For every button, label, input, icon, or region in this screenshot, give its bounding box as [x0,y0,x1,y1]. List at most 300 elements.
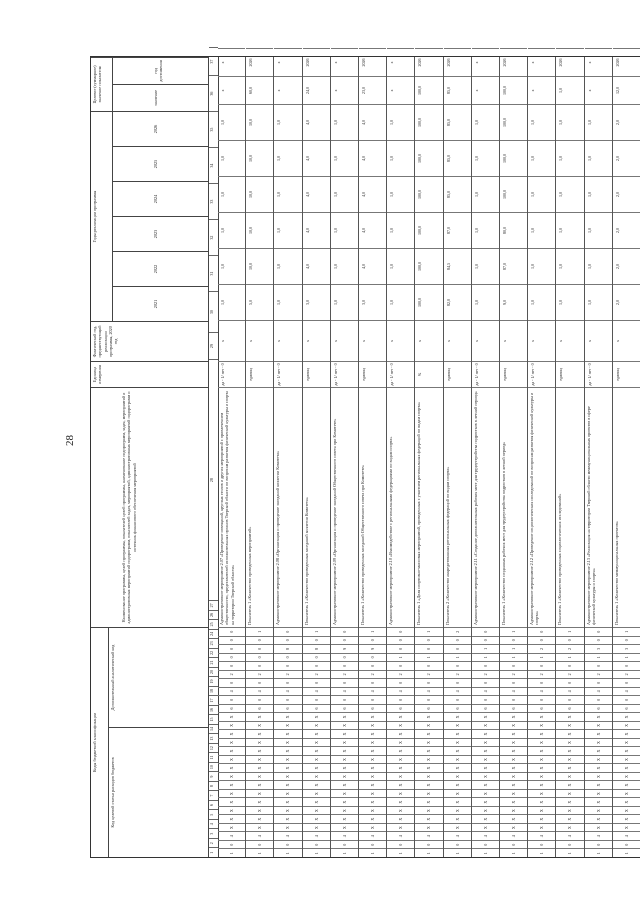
row-unit: да - 1/ нет - 0 [472,361,499,387]
value-cell: 1,0 [274,176,301,212]
code-cell: 9 [359,644,386,653]
code-cell: 2 [444,670,471,679]
code-cell: 2 [274,670,301,679]
code-cell: 0 [274,627,301,636]
value-cell: 1,0 [556,104,583,140]
value-cell: 1,0 [585,248,612,284]
row-description: Административное мероприятие 2.12 «Проведение социологических исследований по вопросам развития физической культуры и спорта» [528,387,555,627]
code-cell: 0 [556,636,583,645]
code-cell: 3 [585,644,612,653]
code-cell: X [331,789,358,798]
column-number: 8 [209,781,218,791]
value-cell: 1,0 [585,284,612,320]
code-cell: 1 [246,627,273,636]
value-cell: 85,0 [444,76,471,104]
code-cell: 0 [218,661,245,670]
code-cell: X [528,789,555,798]
column-number: 32 [209,219,218,255]
code-cell: 1 [613,653,640,662]
row-description: Административное мероприятие 2.08 «Организация и проведение заседаний коллегии Комитета» [274,387,301,627]
value-cell: 1,0 [331,104,358,140]
code-cell: X [556,712,583,721]
value-cell: 4,0 [359,140,386,176]
code-cell: X [331,772,358,781]
code-cell: X [303,780,330,789]
code-cell: X [585,746,612,755]
code-cell: X [331,746,358,755]
code-cell: 4 [500,831,527,840]
code-cell: X [246,763,273,772]
value-cell: х [218,48,245,76]
table-row [444,57,472,857]
code-cell: X [585,823,612,832]
code-cell: 0 [303,840,330,849]
value-cell: 85,0 [444,104,471,140]
code-cell: X [331,729,358,738]
code-cell: X [472,797,499,806]
value-cell: х [556,320,583,361]
code-cell: 0 [444,661,471,670]
code-cell: X [387,789,414,798]
code-cell: X [415,746,442,755]
value-cell: х [472,48,499,76]
code-cell: X [387,755,414,764]
code-cell: X [613,721,640,730]
code-cell: 0 [303,678,330,687]
code-cell: 0 [359,661,386,670]
code-cell: X [585,772,612,781]
code-cell: 4 [331,831,358,840]
code-cell: X [556,772,583,781]
row-description: Показатель 1 «Количество созданных рабочих мест для трудоустройства подростков в летний период» [500,387,527,627]
code-cell: 0 [246,678,273,687]
code-cell: 2 [528,670,555,679]
value-cell: 2026 [500,48,527,76]
value-cell: 2,0 [613,104,640,140]
code-cell: 4 [359,687,386,696]
value-cell: х [303,320,330,361]
code-cell: X [415,814,442,823]
code-cell: X [444,746,471,755]
code-cell: X [218,823,245,832]
value-cell: 10,0 [246,104,273,140]
code-cell: 6 [472,704,499,713]
value-cell: 4,0 [303,248,330,284]
code-cell: 4 [585,831,612,840]
table-row [218,57,246,857]
value-cell: 100,0 [500,176,527,212]
code-cell: 0 [556,661,583,670]
code-cell: X [387,763,414,772]
value-cell: 100,0 [500,104,527,140]
code-cell: 0 [415,644,442,653]
code-cell: X [613,772,640,781]
code-cell: 3 [613,644,640,653]
code-cell: 0 [585,661,612,670]
value-cell: 3,0 [359,284,386,320]
code-cell: X [585,806,612,815]
table-row [415,57,443,857]
value-cell: 1,0 [387,284,414,320]
code-cell: 0 [500,661,527,670]
value-cell: 10,0 [246,212,273,248]
column-number: 20 [209,667,218,677]
code-cell: 0 [444,636,471,645]
code-cell: X [415,772,442,781]
code-cell: 2 [444,627,471,636]
code-cell: X [303,729,330,738]
value-cell: 4,0 [303,104,330,140]
value-cell: 100,0 [500,140,527,176]
value-cell: 1,0 [387,212,414,248]
code-cell: X [359,780,386,789]
code-cell: X [303,746,330,755]
code-cell: X [585,797,612,806]
value-cell: 1,0 [528,248,555,284]
code-cell: 8 [303,644,330,653]
table-row [613,57,640,857]
code-cell: 1 [585,848,612,857]
code-cell: 6 [528,704,555,713]
code-cell: 1 [500,644,527,653]
code-cell: X [246,797,273,806]
code-cell: 4 [303,687,330,696]
code-cell: X [303,712,330,721]
code-cell: 0 [359,840,386,849]
code-cell: X [444,721,471,730]
code-cell: 0 [387,644,414,653]
code-cell: X [415,763,442,772]
code-cell: X [585,738,612,747]
value-cell: х [218,320,245,361]
code-cell: X [500,789,527,798]
code-cell: 4 [415,687,442,696]
value-cell: 1,0 [218,212,245,248]
value-cell: 1,0 [472,176,499,212]
value-cell: х [528,76,555,104]
code-cell: X [331,755,358,764]
row-unit: % [415,361,442,387]
code-cell: X [246,755,273,764]
code-cell: X [359,823,386,832]
value-cell: 85,0 [444,140,471,176]
code-cell: X [218,814,245,823]
code-cell: 0 [359,678,386,687]
year-header: 2023 [113,216,209,251]
value-cell: х [585,320,612,361]
code-cell: X [585,780,612,789]
code-cell: X [556,755,583,764]
code-cell: 0 [359,653,386,662]
value-cell: 87,0 [500,248,527,284]
code-cell: X [274,738,301,747]
table-row [556,57,584,857]
code-cell: 9 [331,644,358,653]
code-cell: X [528,721,555,730]
code-cell: 0 [444,840,471,849]
value-cell: 24,0 [303,76,330,104]
code-cell: X [303,772,330,781]
row-unit: единиц [246,361,273,387]
row-unit: да - 1/ нет - 0 [331,361,358,387]
code-cell: 4 [274,831,301,840]
row-description: Административное мероприятие 2.07 «Проведение совещаний, круглых столов и других мероприятий с привлечением общественности, представителей исполнительных органов Тверской области по вопросам развития физической культуры и спорта на территории Тверской области» [218,387,245,627]
code-cell: X [387,814,414,823]
code-cell: X [444,806,471,815]
year-header: 2022 [113,251,209,286]
code-cell: X [528,823,555,832]
final-sub-header: значение [113,84,209,111]
value-cell: 3,0 [303,284,330,320]
code-cell: 1 [331,848,358,857]
code-cell: 0 [613,636,640,645]
column-number: 5 [209,809,218,819]
code-cell: 0 [387,661,414,670]
code-cell: 0 [585,627,612,636]
value-cell: 87,0 [444,212,471,248]
code-cell: 0 [303,695,330,704]
code-cell: 4 [218,831,245,840]
code-cell: X [472,721,499,730]
value-cell: 1,0 [556,248,583,284]
code-cell: X [359,763,386,772]
code-cell: 1 [500,848,527,857]
code-cell: 1 [274,848,301,857]
value-cell: 1,0 [387,248,414,284]
code-cell: X [303,814,330,823]
code-cell: X [528,772,555,781]
year-header: 2025 [113,146,209,181]
code-cell: 6 [556,704,583,713]
code-cell: 1 [528,848,555,857]
code-cell: X [246,814,273,823]
value-cell: х [444,320,471,361]
code-cell: X [415,789,442,798]
code-cell: 0 [331,627,358,636]
code-cell: X [359,721,386,730]
code-cell: X [613,789,640,798]
code-cell: X [500,814,527,823]
code-cell: X [613,814,640,823]
code-cell: 0 [613,678,640,687]
code-cell: 0 [415,661,442,670]
column-number: 4 [209,819,218,829]
code-cell: X [331,721,358,730]
code-cell: X [246,712,273,721]
code-cell: 0 [387,678,414,687]
code-cell: 6 [274,704,301,713]
code-cell: 2 [415,670,442,679]
code-cell: 4 [387,831,414,840]
value-cell: 80,0 [500,212,527,248]
value-cell: 100,0 [415,176,442,212]
value-cell: 4,0 [303,212,330,248]
value-cell: х [331,48,358,76]
value-cell: 1,0 [218,176,245,212]
code-cell: 6 [387,704,414,713]
code-cell: 0 [387,627,414,636]
code-cell: X [246,789,273,798]
value-cell: 100,0 [415,76,442,104]
code-cell: X [303,789,330,798]
code-cell: X [387,823,414,832]
code-cell: 0 [472,840,499,849]
row-description: Показатель 2 «Количество аккредитованных региональных федераций по видам спорта» [444,387,471,627]
value-cell: х [331,320,358,361]
row-unit: да - 1/ нет - 0 [387,361,414,387]
code-cell: 0 [444,644,471,653]
code-cell: X [613,712,640,721]
code-cell: X [359,772,386,781]
value-cell: х [472,320,499,361]
value-cell: х [274,320,301,361]
code-cell: X [556,729,583,738]
code-cell: 4 [528,831,555,840]
value-cell: х [218,76,245,104]
value-cell: 1,0 [585,140,612,176]
value-cell: 4,0 [359,248,386,284]
value-cell: 2026 [613,48,640,76]
code-cell: X [415,729,442,738]
code-cell: X [274,712,301,721]
code-cell: 4 [387,687,414,696]
code-cell: X [613,729,640,738]
code-cell: X [528,814,555,823]
code-cell: X [528,763,555,772]
value-cell: 100,0 [415,284,442,320]
code-cell: X [472,755,499,764]
value-cell: 1,0 [274,212,301,248]
row-description: Показатель 1 «Количество проведенных социологических исследований» [556,387,583,627]
code-cell: 6 [303,704,330,713]
value-cell: 1,0 [472,104,499,140]
code-cell: 0 [387,840,414,849]
value-cell: 1,0 [528,104,555,140]
code-cell: X [274,721,301,730]
value-cell: 1,0 [331,212,358,248]
code-cell: 0 [246,636,273,645]
code-cell: 0 [528,678,555,687]
column-number: 13 [209,733,218,743]
code-cell: X [359,789,386,798]
code-cell: 0 [331,636,358,645]
code-cell: X [274,729,301,738]
code-cell: X [472,814,499,823]
value-cell: 10,0 [246,248,273,284]
code-cell: X [556,721,583,730]
code-cell: 0 [218,627,245,636]
value-cell: 82,0 [444,284,471,320]
code-cell: 4 [246,687,273,696]
code-cell: 1 [246,848,273,857]
code-cell: X [500,729,527,738]
column-number: 1 [209,847,218,857]
code-cell: X [472,823,499,832]
code-cell: X [556,806,583,815]
code-cell: X [556,797,583,806]
row-unit: да - 1/ нет - 0 [274,361,301,387]
code-cell: X [387,712,414,721]
code-cell: X [303,738,330,747]
code-cell: 0 [246,840,273,849]
code-cell: 1 [415,653,442,662]
code-cell: X [303,755,330,764]
code-cell: 0 [218,678,245,687]
code-cell: 0 [472,678,499,687]
value-cell: х [331,76,358,104]
table-row [528,57,556,857]
code-cell: X [500,746,527,755]
code-cell: 6 [359,704,386,713]
code-cell: 2 [613,670,640,679]
table-row [585,57,613,857]
value-cell: х [585,48,612,76]
code-cell: 0 [528,627,555,636]
value-cell: 2026 [415,48,442,76]
column-number: 11 [209,752,218,762]
column-number: 14 [209,724,218,734]
code-cell: X [528,746,555,755]
value-cell: 2026 [246,48,273,76]
code-cell: 1 [415,627,442,636]
code-cell: X [387,797,414,806]
column-number: 12 [209,743,218,753]
row-description: Показатель 1 «Доля спортивно-массовых мероприятий, проведенных с участием региональных федераций по видам спорта» [415,387,442,627]
code-cell: 1 [500,653,527,662]
code-cell: 0 [359,636,386,645]
header-final-value: Целевое (суммарное) значение показателя [91,57,113,111]
code-cell: 0 [387,695,414,704]
column-number: 16 [209,705,218,715]
code-cell: 2 [218,670,245,679]
value-cell: 100,0 [415,104,442,140]
value-cell: 1,0 [556,212,583,248]
value-cell: 12,0 [613,76,640,104]
value-cell: 100,0 [415,212,442,248]
code-cell: 0 [331,678,358,687]
value-cell: 1,0 [331,140,358,176]
code-cell: X [387,806,414,815]
code-cell: 1 [303,627,330,636]
value-cell: 1,0 [472,212,499,248]
row-unit: да - 1/ нет - 0 [528,361,555,387]
value-cell: х [274,48,301,76]
column-number: 34 [209,147,218,183]
table-row [359,57,387,857]
row-description: Показатель 1 «Количество проведенных заседаний Общественного совета при Комитете» [359,387,386,627]
code-cell: X [444,797,471,806]
code-cell: 0 [472,695,499,704]
code-cell: 0 [472,627,499,636]
code-cell: 1 [556,653,583,662]
code-cell: 0 [331,661,358,670]
code-cell: X [500,721,527,730]
value-cell: 1,0 [274,248,301,284]
value-cell: х [472,76,499,104]
column-number: 27 [209,600,218,610]
code-cell: X [218,712,245,721]
value-cell: х [415,320,442,361]
code-cell: X [613,746,640,755]
value-cell: 2026 [359,48,386,76]
value-cell: 1,0 [331,176,358,212]
code-cell: 0 [274,695,301,704]
code-cell: 4 [472,687,499,696]
column-number: 33 [209,183,218,219]
code-cell: 0 [218,695,245,704]
value-cell: 100,0 [500,76,527,104]
code-cell: X [528,712,555,721]
